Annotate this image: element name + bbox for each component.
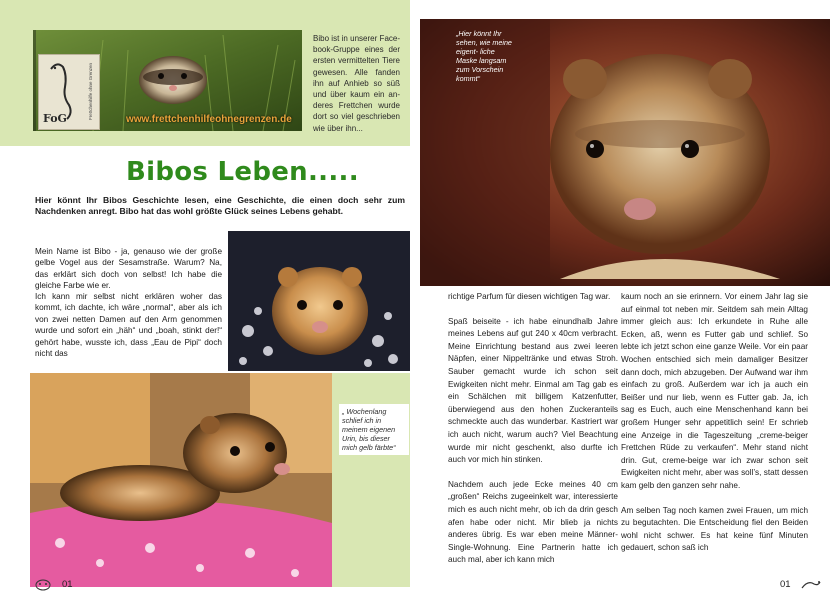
article-lead: Hier könnt Ihr Bibos Geschichte lesen, eine Geschichte, die einen doch sehr zum Nachdenken anregt. Bibo hat das wohl größte Glück seines Lebens gehabt. [35,195,405,217]
story-paragraph: Mein Name ist Bibo - ja, genauso wie der große gelbe Vogel aus der Sesamstraße. Warum? Na, das erklärt sich doch von selbst! Ich habe die gleiche Farbe wie er. [35,247,222,291]
intro-text: Bibo ist in unserer Face- book-Gruppe eines der ersten vermittelten Tiere gewesen. Alle fanden ihn auf Anhieb so süß und über kaum ein an- deres Frettchen wurde dort so viel geschrieben wie über ihn... [313,34,400,133]
story-paragraph: richtige Parfum für diesen wichtigen Tag war. [448,292,611,301]
story-paragraph: kaum noch an sie erinnern. Vor einem Jahr lag sie auf einmal tot neben mir. Seitdem sah mein Alltag immer gleich aus: Ich erkundete in Ruhe alle Ecken, aß, wenn es Futter gab und schlief. So lebte ich jetzt schon eine ganze Weile. Vor ein paar Wochen entschied sich mein damaliger Besitzer dann doch, mich abzugeben. Der Aufwand war ihm einfach zu groß. Außerdem war ich ja auch ein Beißer und nur lieb, wenn es Futter gab. Ja, ich sag es Euch, auch eine Menschenhand kann bei großem Hunger sehr appetitlich sein! Er schrieb eine Anzeige in die Tageszeitung „creme-beiger Frettchen Rüde zu verkaufen“. Mehr stand nicht drin. Gut, creme-beige war ich zwar schon seit Ewigkeiten nicht mehr, aber was soll’s, statt dessen kam gelb den ganzen sehr nahe. [621,292,808,490]
footer-icon-right [800,576,822,592]
banner-url[interactable]: www.frettchenhilfeohnegrenzen.de [126,114,292,125]
story-paragraph: Spaß beiseite - ich habe einundhalb Jahre meines Lebens auf gut 240 x 40cm verbracht. Meine Einrichtung bestand aus zwei leeren Näpfen, einer Nippeltränke und etwas Stroh. Sauber gemacht wurde ich schon seit Ewigkeiten nicht mehr. Einmal am Tag gab es ein Schälchen mit billigem Katzenfutter, überwiegend aus den hohen Zuckeranteils schmeckte auch das wunderbar. Kastriert war ich auch nicht, warum auch? Viel Beachtung wurde mir nicht geschenkt, also durfte ich auch vor mich hin stinken. [448,316,618,465]
story-paragraph: Am selben Tag noch kamen zwei Frauen, um mich zu begutachten. Die Entscheidung fiel den Beiden wohl nicht schwer. Es hat keine fünf Minuten gedauert, schon saß ich [621,505,808,553]
article-title: Bibos Leben..... [126,157,359,187]
page-number-left: 01 [62,579,73,590]
footer-icon-left [34,577,52,591]
caption-top-right: „Hier könnt Ihr sehen, wie meine eigent- liche Maske langsam zum Vorschein kommt“ [456,29,512,83]
column-3 [621,291,808,567]
photo-ferret-pink-blanket [30,373,332,587]
page-number-right: 01 [780,579,791,590]
logo-letters: FoG [43,112,67,125]
column-2 [448,291,618,579]
caption-bottom: „ Wochenlang schlief ich in meinem eigenen Urin, bis dieser mich gelb färbte“ [339,404,409,455]
photo-ferret-blanket [228,231,410,371]
ferret-running-icon [800,576,822,592]
story-paragraph: Nachdem auch jede Ecke meines 40 cm „großen“ Reichs zugeeinkelt war, interessierte mich es auch nicht mehr, ob ich da drin gesch afen habe oder nicht. Mir blieb ja nichts anderes übrig. Es war eben meine Männer-Single-Wohnung. Eine Partnerin hatte ich auch mal, aber ich kann mich [448,479,618,565]
story-continue [35,291,222,369]
logo-vertical-text: Frettchenhilfe ohne Grenzen [88,62,93,120]
story-paragraph: Ich kann mir selbst nicht erklären woher das kommt, ich dachte, ich wäre „normal“, aber als ich von zwei netten Damen auf den Arm genommen wurde und sofort ein „häh“ und „boah, stinkt der!“ gehört habe, wusste ich, dass „Eau de Pipi“ doch nicht das [35,292,222,359]
ferret-head-icon [34,577,52,591]
